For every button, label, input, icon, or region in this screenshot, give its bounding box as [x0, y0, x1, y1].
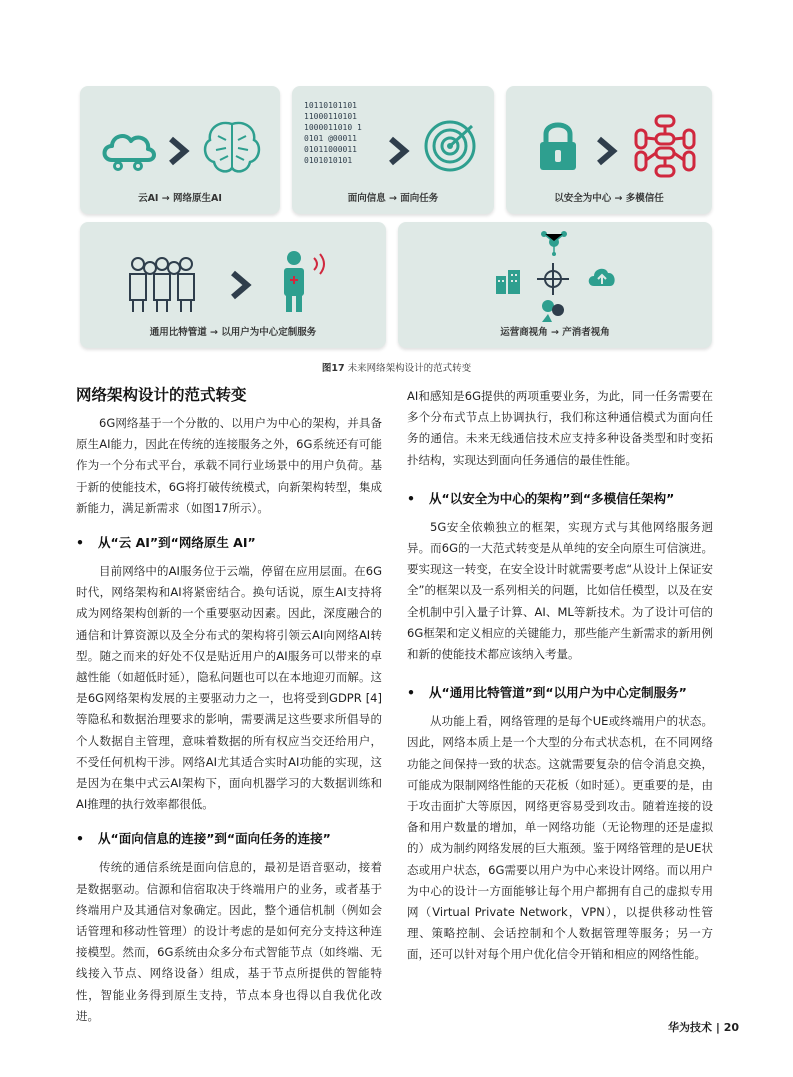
chevron-right-icon — [230, 270, 252, 300]
figure-caption-text: 未来网络架构设计的范式转变 — [344, 363, 472, 374]
panel-caption: 以安全为中心 → 多模信任 — [554, 193, 664, 204]
subsection-title: 从“以安全为中心的架构”到“多模信任架构” — [429, 490, 675, 506]
panel-cloud-ai — [80, 86, 280, 214]
body-paragraph: AI和感知是6G提供的两项重要业务，为此，同一任务需要在多个分布式节点上协调执行，我们称这种通信模式为面向任务的通信。未来无线通信技术应支持多种设备类型和时变拓扑结构，实现达到面向任务通信的最佳性能。 — [407, 389, 713, 467]
panel-caption: 通用比特管道 → 以用户为中心定制服务 — [149, 327, 317, 338]
chevron-right-icon — [168, 136, 190, 166]
chain-network-icon — [630, 112, 700, 180]
cloud-icon — [98, 128, 158, 172]
brain-icon — [200, 118, 264, 178]
body-paragraph: 5G安全依赖独立的框架，实现方式与其他网络服务迥异。而6G的一大范式转变是从单纯的安全向原生可信演进。要实现这一转变，在安全设计时就需要考虑“从设计上保证安全”的框架以及一系列相关的问题，比如信任模型，以及在安全机制中引入量子计算、AI、ML等新技术。为了设计可信的6G框架和定义相应的关键能力，那些能产生新需求的新用例和新的使能技术都应该纳入考量。 — [407, 519, 713, 662]
subsection-heading — [407, 489, 713, 509]
subsection-title: 从“云 AI”到“网络原生 AI” — [98, 535, 256, 551]
panel-caption: 运营商视角 → 产消者视角 — [500, 327, 610, 338]
left-column — [76, 383, 382, 1027]
intro-paragraph: 6G网络基于一个分散的、以用户为中心的架构，并具备原生AI能力，因此在传统的连接服务之外，6G系统还有可能作为一个分布式平台，承载不同行业场景中的用户负荷。基于新的使能技术，6G将打破传统模式，向新架构转型，集成新能力，满足新需求（如图17所示）。 — [76, 416, 382, 515]
panel-operator-prosumer — [398, 222, 712, 348]
body-paragraph: 目前网络中的AI服务位于云端，停留在应用层面。在6G时代，网络架构和AI将紧密结合。换句话说，原生AI支持将成为网络架构创新的一个重要驱动因素。因此，深度融合的通信和计算资源以及全分布式的架构将引领云AI向网络AI转型。随之而来的好处不仅是贴近用户的AI服务可以带来的卓越性能（如超低时延），隐私问题也可以在本地迎刃而解。这是6G网络架构发展的主要驱动力之一，也将受到GDPR [4]等隐私和数据治理要求的影响，需要满足这些要求所倡导的个人数据自主管理，意味着数据的所有权应当交还给用户，不受任何机构干涉。网络AI尤其适合实时AI功能的实现，这是因为在集中式云AI架构下，面向机器学习的大数据训练和AI推理的执行效率都很低。 — [76, 564, 382, 812]
binary-line: 0101010101 — [304, 156, 353, 165]
building-icon — [494, 266, 524, 296]
figure-caption — [0, 360, 793, 374]
radar-target-icon — [420, 116, 480, 176]
user-signal-icon — [276, 248, 336, 314]
bullet-icon: • — [76, 535, 84, 551]
bullet-icon: • — [407, 685, 415, 701]
panel-bitpipe-user — [80, 222, 386, 348]
page-footer: 华为技术 | 20 — [668, 1021, 739, 1034]
binary-line: 1000011010 1 — [304, 123, 362, 132]
subsection-heading — [76, 829, 382, 849]
panel-security-trust — [506, 86, 712, 214]
panel-caption: 面向信息 → 面向任务 — [347, 193, 439, 204]
body-paragraph: 传统的通信系统是面向信息的，最初是语音驱动，接着是数据驱动。信源和信宿取决于终端用户的业务，或者基于终端用户及其通信对象确定。因此，整个通信机制（例如会话管理和移动性管理）的设计考虑的是如何充分支持这种连接模型。然而，6G系统由众多分布式智能节点（如终端、无线接入节点、网络设备）组成，基于节点所提供的智能特性，智能业务得到原生支持，节点本身也得以自我优化改进。 — [76, 860, 382, 1023]
figure-17 — [80, 82, 712, 352]
subsection-title: 从“通用比特管道”到“以用户为中心定制服务” — [429, 685, 687, 701]
right-column — [407, 386, 713, 966]
panel-caption: 云AI → 网络原生AI — [138, 193, 222, 204]
section-title: 网络架构设计的范式转变 — [76, 386, 247, 404]
lock-icon — [536, 120, 580, 174]
subsection-title: 从“面向信息的连接”到“面向任务的连接” — [98, 831, 331, 847]
chevron-right-icon — [388, 136, 410, 166]
bullet-icon: • — [76, 831, 84, 847]
binary-text-graphic — [304, 100, 362, 166]
crosshair-hub-icon — [536, 262, 570, 296]
binary-line: 11000110101 — [304, 112, 357, 121]
binary-line: 0101 @00011 — [304, 134, 357, 143]
user-group-icon — [124, 254, 200, 314]
network-node-icon — [540, 230, 568, 256]
binary-line: 10110101101 — [304, 101, 357, 110]
binary-line: 01011000011 — [304, 145, 357, 154]
bullet-icon: • — [407, 490, 415, 506]
cloud-upload-icon — [586, 264, 618, 290]
subsection-heading — [76, 533, 382, 553]
subsection-heading — [407, 683, 713, 703]
body-paragraph: 从功能上看，网络管理的是每个UE或终端用户的状态。因此，网络本质上是一个大型的分布式状态机，在不同网络功能之间保持一致的状态。这就需要复杂的信令消息交换，可能成为限制网络性能的天花板（如时延）。更重要的是，由于攻击面扩大等原因，网络更容易受到攻击。随着连接的设备和用户数量的增加，单一网络功能（无论物理的还是虚拟的）成为制约网络发展的巨大瓶颈。鉴于网络管理的是UE状态或用户状态，6G需要以用户为中心来设计网络。而以用户为中心的设计一方面能够让每个用户都拥有自己的虚拟专用网（Virtual Private Network，VPN），以提供移动性管理、策略控制、会话控制和个人数据管理等服务；另一方面，还可以针对每个用户优化信令开销和相应的网络性能。 — [407, 714, 713, 962]
people-chat-icon — [538, 298, 568, 324]
chevron-right-icon — [596, 136, 618, 166]
panel-info-task — [292, 86, 494, 214]
figure-label: 图17 — [321, 363, 345, 374]
